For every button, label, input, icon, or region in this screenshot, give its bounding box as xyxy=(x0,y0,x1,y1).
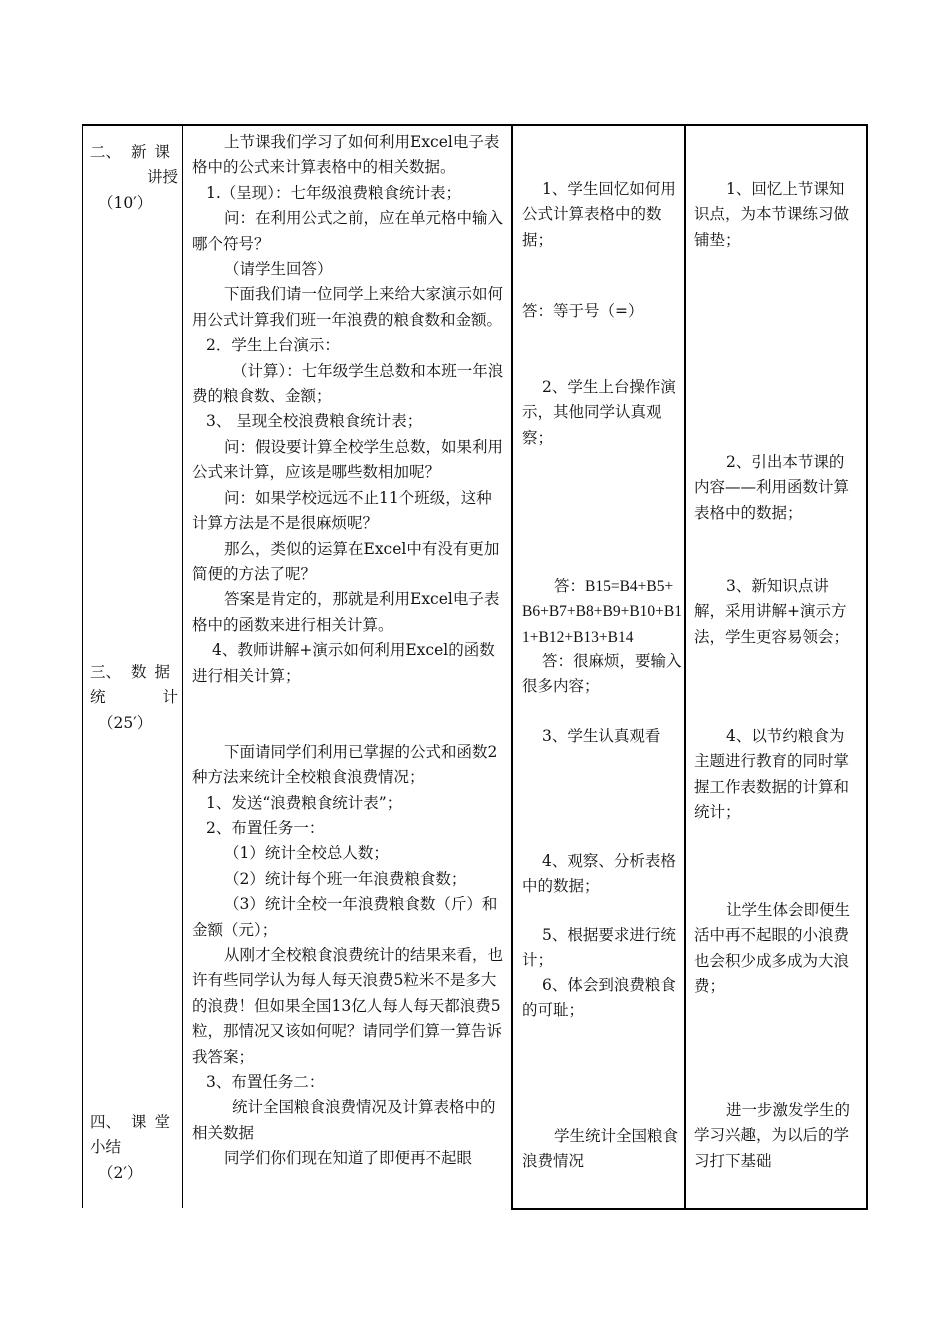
student-item: 答：B15=B4+B5+B6+B7+B8+B9+B10+B11+B12+B13+B14 xyxy=(522,578,682,646)
student-item: 2、学生上台操作演示，其他同学认真观察； xyxy=(522,378,676,447)
stage-title-part: 统 xyxy=(90,688,106,707)
table-left-border xyxy=(82,124,83,1208)
teacher-paragraph: （请学生回答） xyxy=(224,260,333,279)
stage-duration: （25′） xyxy=(98,713,153,732)
table-bottom-border-partial xyxy=(511,1208,868,1210)
table-top-border xyxy=(82,124,868,126)
stage-new-lesson xyxy=(90,140,178,216)
teacher-paragraph: 答案是肯定的，那就是利用Excel电子表格中的函数来进行相关计算。 xyxy=(192,590,500,634)
teacher-paragraph: 下面请同学们利用已掌握的公式和函数2种方法来统计全校粮食浪费情况； xyxy=(192,742,498,787)
teacher-paragraph: 1.（呈现）：七年级浪费粮食统计表； xyxy=(206,183,462,202)
intent-item: 让学生体会即便生活中再不起眼的小浪费也会积少成多成为大浪费； xyxy=(694,901,851,996)
teacher-paragraph: 上节课我们学习了如何利用Excel电子表格中的公式来计算表格中的相关数据。 xyxy=(192,133,500,177)
teacher-paragraph: （3）统计全校一年浪费粮食数（斤）和金额（元）； xyxy=(192,895,498,939)
intent-item: 4、以节约粮食为主题进行教育的同时掌握工作表数据的计算和统计； xyxy=(694,727,850,822)
teacher-activity-column xyxy=(192,130,506,1172)
teacher-paragraph: 4、教师讲解+演示如何利用Excel的函数进行相关计算； xyxy=(192,641,495,685)
stage-title-part: 计 xyxy=(162,688,178,707)
student-item: 答：很麻烦，要输入很多内容； xyxy=(522,652,682,696)
teacher-paragraph: 从刚才全校粮食浪费统计的结果来看，也许有些同学认为每人每天浪费5粒米不是多大的浪费！但如果全国13亿人每人每天都浪费5粒，那情况又该如何呢？请同学们算一算告诉我答案； xyxy=(192,945,504,1066)
spacer xyxy=(192,689,506,714)
teacher-paragraph: （1）统计全校总人数； xyxy=(224,844,389,863)
student-item: 1、学生回忆如何用公式计算表格中的数据； xyxy=(522,180,676,249)
stage-duration: （2′） xyxy=(98,1163,143,1182)
stage-index: 二、 xyxy=(90,143,122,161)
student-item: 学生统计全国粮食浪费情况 xyxy=(522,1127,679,1171)
student-item: 6、体会到浪费粮食的可耻； xyxy=(522,976,676,1020)
student-item: 5、根据要求进行统计； xyxy=(522,926,676,970)
column-divider-2 xyxy=(511,124,513,1210)
teacher-paragraph: 问：如果学校远远不止11个班级，这种计算方法是不是很麻烦呢？ xyxy=(192,488,492,533)
stage-title-part: 新课 xyxy=(130,143,178,161)
teacher-paragraph: 统计全国粮食浪费情况及计算表格中的相关数据 xyxy=(192,1098,496,1142)
stage-title-part: 讲授 xyxy=(146,168,178,187)
intent-item: 2、引出本节课的内容——利用函数计算表格中的数据； xyxy=(694,453,850,522)
stage-data-stats xyxy=(90,660,178,736)
student-item: 4、观察、分析表格中的数据； xyxy=(522,852,676,896)
intent-item: 3、新知识点讲解，采用讲解+演示方法，学生更容易领会； xyxy=(694,577,850,646)
table-right-border xyxy=(866,124,868,1210)
teacher-paragraph: 2．学生上台演示： xyxy=(206,336,340,355)
teacher-paragraph: 3、布置任务二： xyxy=(206,1073,325,1091)
spacer xyxy=(192,714,506,739)
intent-item: 1、回忆上节课知识点，为本节课练习做铺垫； xyxy=(694,180,850,249)
teacher-paragraph: （计算）：七年级学生总数和本班一年浪费的粮食数、金额； xyxy=(192,361,504,406)
stage-index: 四、 xyxy=(90,1113,122,1131)
stage-title-part: 数据 xyxy=(130,663,178,681)
teacher-paragraph: （2）统计每个班一年浪费粮食数； xyxy=(224,869,467,888)
stage-title-part: 小结 xyxy=(90,1138,122,1157)
stage-index: 三、 xyxy=(90,663,122,681)
teacher-paragraph: 1、发送“浪费粮食统计表”； xyxy=(206,793,403,812)
teacher-paragraph: 那么，类似的运算在Excel中有没有更加简便的方法了呢？ xyxy=(192,539,500,583)
stage-duration: （10′） xyxy=(98,193,153,212)
stage-summary xyxy=(90,1110,178,1186)
teacher-paragraph: 下面我们请一位同学上来给大家演示如何用公式计算我们班一年浪费的粮食数和金额。 xyxy=(192,285,504,329)
intent-item: 进一步激发学生的学习兴趣，为以后的学习打下基础 xyxy=(694,1101,851,1170)
column-divider-3 xyxy=(684,124,686,1210)
teacher-paragraph: 2、布置任务一： xyxy=(206,818,325,837)
column-divider-1 xyxy=(182,124,183,1208)
teacher-paragraph: 同学们你们现在知道了即便再不起眼 xyxy=(224,1149,473,1168)
student-item: 答：等于号（=） xyxy=(522,302,644,320)
teacher-paragraph: 3、 呈现全校浪费粮食统计表； xyxy=(206,412,423,431)
student-item: 3、学生认真观看 xyxy=(542,727,661,745)
teacher-paragraph: 问：假设要计算全校学生总数，如果利用公式来计算，应该是哪些数相加呢？ xyxy=(192,437,504,482)
teacher-paragraph: 问：在利用公式之前，应在单元格中输入哪个符号？ xyxy=(192,209,504,253)
stage-title-part: 课堂 xyxy=(130,1113,178,1131)
